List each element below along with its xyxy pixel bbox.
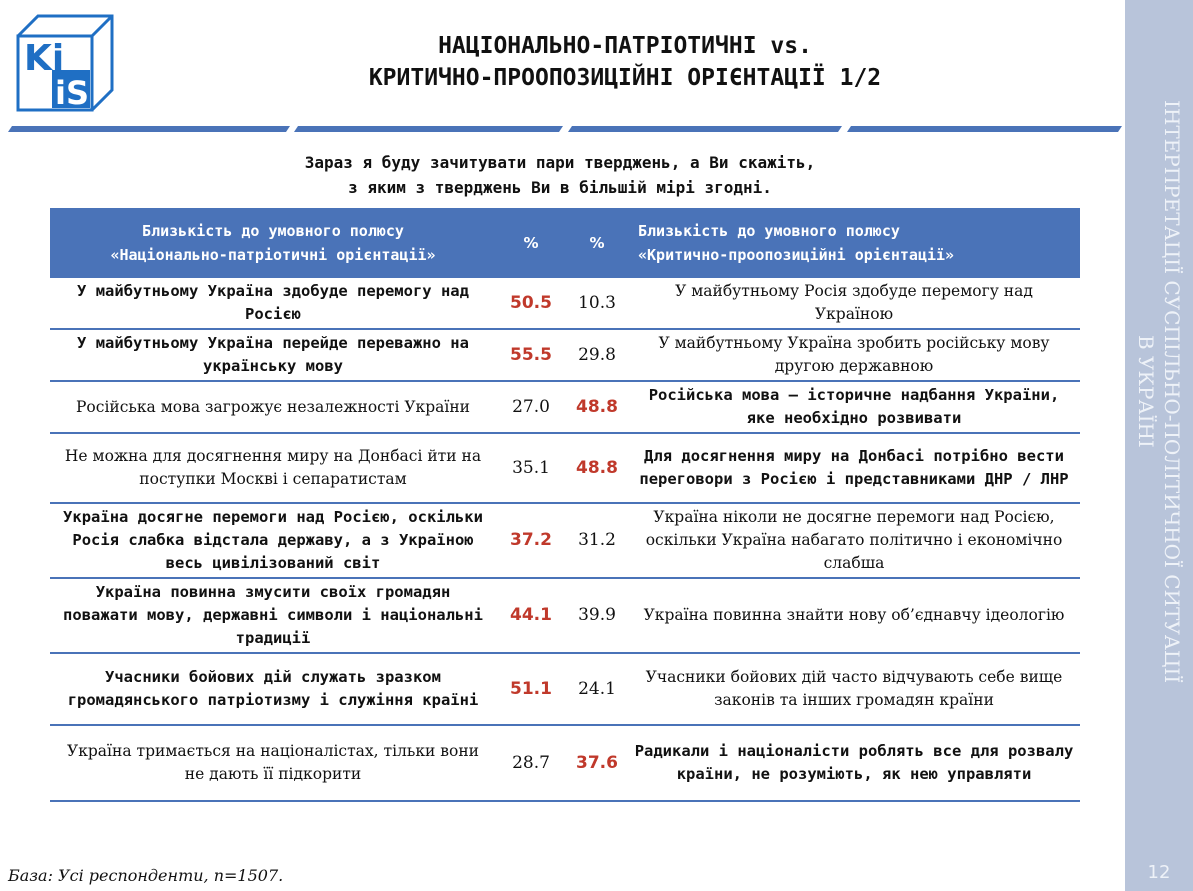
statement-national: Україна повинна змусити своїх громадян поважати мову, державні символи і національні традиції <box>50 578 496 653</box>
pct-critical: 10.3 <box>566 278 628 329</box>
comparison-table <box>50 208 1080 802</box>
header-divider <box>0 124 1125 134</box>
table-row <box>50 653 1080 725</box>
pct-national: 55.5 <box>496 329 566 381</box>
statement-national: Україна тримається на націоналістах, тільки вони не дають її підкорити <box>50 725 496 801</box>
page-title <box>130 30 1120 94</box>
statement-national: Російська мова загрожує незалежності України <box>50 381 496 433</box>
sample-base-note: База: Усі респонденти, n=1507. <box>8 866 284 885</box>
table-row <box>50 278 1080 329</box>
statement-national: У майбутньому Україна перейде переважно на українську мову <box>50 329 496 381</box>
question-line-1: Зараз я буду зачитувати пари тверджень, а Ви скажіть, <box>304 153 816 172</box>
logo-letters-top: Ki <box>24 38 65 79</box>
statement-national: Україна досягне перемоги над Росією, оскільки Росія слабка відстала державу, а з Україною весь цивілізований світ <box>50 503 496 578</box>
kiis-logo <box>10 8 120 118</box>
logo-letters-bottom: iS <box>55 74 90 112</box>
pct-critical: 48.8 <box>566 381 628 433</box>
pct-critical: 31.2 <box>566 503 628 578</box>
question-line-2: з яким з тверджень Ви в більшій мірі згодні. <box>348 178 772 197</box>
pct-critical: 24.1 <box>566 653 628 725</box>
pct-critical: 48.8 <box>566 433 628 503</box>
table-row <box>50 578 1080 653</box>
title-line-1: НАЦІОНАЛЬНО-ПАТРІОТИЧНІ vs. <box>438 33 812 59</box>
statement-critical: Україна ніколи не досягне перемоги над Росією, оскільки Україна набагато політично і економічно слабша <box>628 503 1080 578</box>
table-header-row <box>50 208 1080 278</box>
table-row <box>50 433 1080 503</box>
table-row <box>50 503 1080 578</box>
statement-critical: Російська мова – історичне надбання України, яке необхідно розвивати <box>628 381 1080 433</box>
statement-critical: Україна повинна знайти нову об’єднавчу ідеологію <box>628 578 1080 653</box>
pct-critical: 29.8 <box>566 329 628 381</box>
statement-critical: У майбутньому Україна зробить російську мову другою державною <box>628 329 1080 381</box>
pct-national: 37.2 <box>496 503 566 578</box>
header-pct-left: % <box>496 208 566 278</box>
pct-critical: 39.9 <box>566 578 628 653</box>
title-line-2: КРИТИЧНО-ПРООПОЗИЦІЙНІ ОРІЄНТАЦІЇ 1/2 <box>368 65 882 91</box>
survey-question <box>180 150 940 200</box>
pct-national: 27.0 <box>496 381 566 433</box>
header-pct-right: % <box>566 208 628 278</box>
statement-national: Учасники бойових дій служать зразком громадянського патріотизму і служіння країні <box>50 653 496 725</box>
section-sidebar <box>1125 0 1193 891</box>
pct-national: 44.1 <box>496 578 566 653</box>
table-row <box>50 725 1080 801</box>
statement-critical: Для досягнення миру на Донбасі потрібно вести переговори з Росією і представниками ДНР / ЛНР <box>628 433 1080 503</box>
statement-national: У майбутньому Україна здобуде перемогу над Росією <box>50 278 496 329</box>
pct-national: 35.1 <box>496 433 566 503</box>
statement-national: Не можна для досягнення миру на Донбасі йти на поступки Москві і сепаратистам <box>50 433 496 503</box>
statement-critical: Учасники бойових дій часто відчувають себе вище законів та інших громадян країни <box>628 653 1080 725</box>
pct-national: 50.5 <box>496 278 566 329</box>
pct-critical: 37.6 <box>566 725 628 801</box>
statement-critical: У майбутньому Росія здобуде перемогу над Україною <box>628 278 1080 329</box>
pct-national: 51.1 <box>496 653 566 725</box>
header-national-patriotic: Близькість до умовного полюсу «Національно-патріотичні орієнтації» <box>50 208 496 278</box>
pct-national: 28.7 <box>496 725 566 801</box>
header-critical-opposition: Близькість до умовного полюсу «Критично-проопозиційні орієнтації» <box>628 208 1080 278</box>
section-title: ІНТЕРПРЕТАЦІЇ СУСПІЛЬНО-ПОЛІТИЧНОЇ СИТУАЦІЇ В УКРАЇНІ <box>1134 100 1184 684</box>
table-row <box>50 381 1080 433</box>
statement-critical: Радикали і націоналісти роблять все для розвалу країни, не розуміють, як нею управляти <box>628 725 1080 801</box>
table-row <box>50 329 1080 381</box>
page-number: 12 <box>1147 862 1171 883</box>
